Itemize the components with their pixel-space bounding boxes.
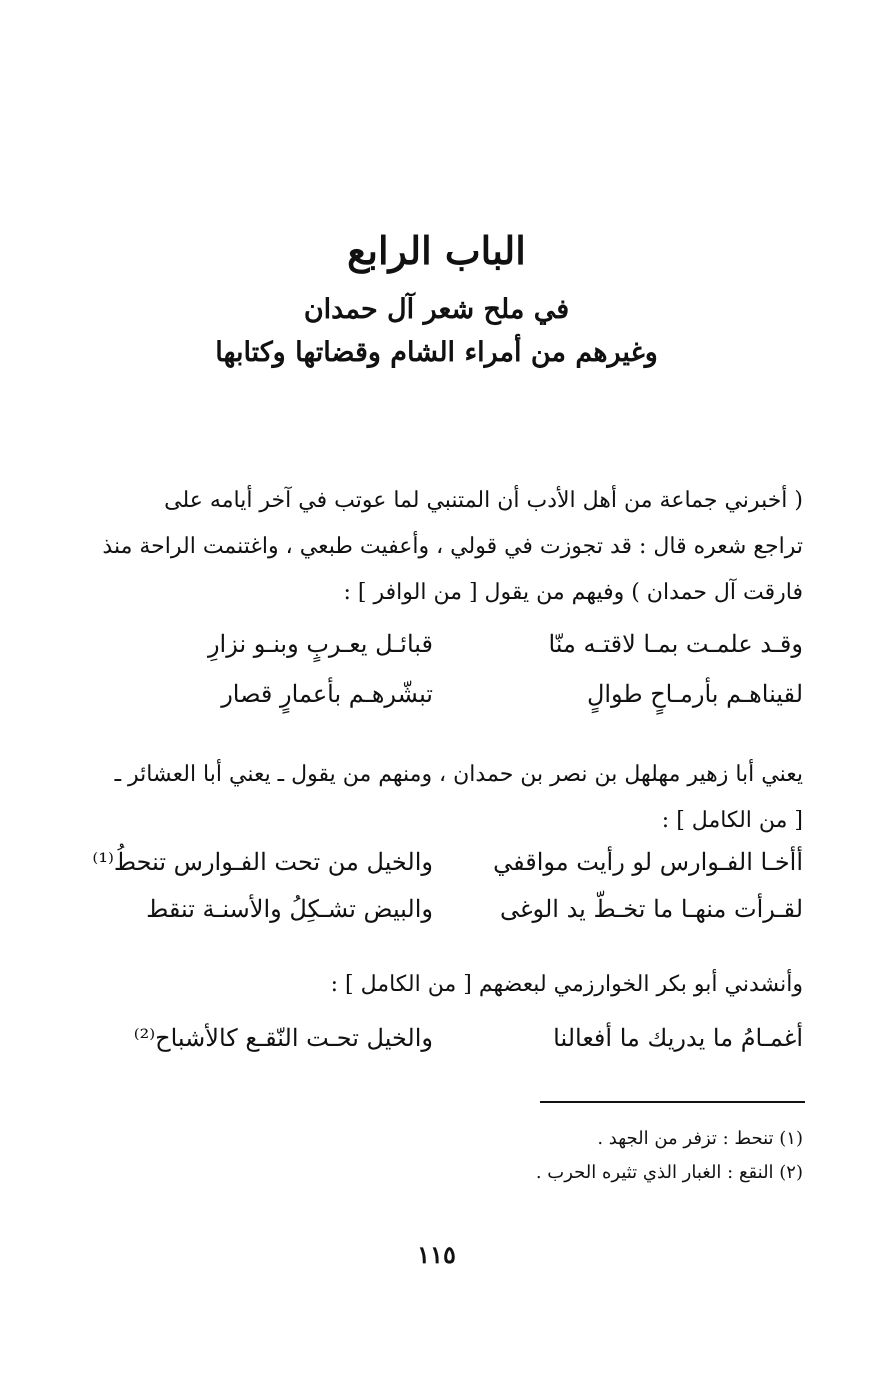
- page-number: ١١٥: [417, 1240, 456, 1269]
- verse-first-hemistich: أغمـامُ ما يدريك ما أفعالنا: [553, 1024, 803, 1052]
- verse-line: [93, 895, 803, 939]
- chapter-subtitle-line1: في ملح شعر آل حمدان: [303, 294, 570, 325]
- verse-second-hemistich: تبشّرهـم بأعمارٍ قصار: [221, 680, 433, 708]
- verse-first-hemistich: لقيناهـم بأرمـاحٍ طوالٍ: [586, 680, 803, 708]
- verse-line: [93, 680, 803, 724]
- verse-second-hemistich: والخيل من تحت الفـوارس تنحطُ⁽¹⁾: [92, 848, 433, 876]
- footnote-divider: [540, 1101, 805, 1103]
- verse-line: [93, 630, 803, 674]
- chapter-title: الباب الرابع: [347, 228, 526, 273]
- paragraph-line: وأنشدني أبو بكر الخوارزمي لبعضهم [ من الكامل ] :: [330, 972, 803, 997]
- paragraph-attribution: [93, 962, 803, 1008]
- paragraph-line: [ من الكامل ] :: [661, 808, 803, 833]
- verse-line: [93, 848, 803, 892]
- paragraph-intro: [93, 478, 803, 616]
- verse-second-hemistich: والخيل تحـت النّقـع كالأشباح⁽²⁾: [133, 1024, 433, 1052]
- verse-first-hemistich: أأخـا الفـوارس لو رأيت مواقفي: [493, 848, 803, 876]
- verse-second-hemistich: والبيض تشـكِلُ والأسنـة تنقط: [146, 895, 433, 923]
- footnote-1: (١) تنحط : تزفر من الجهد .: [597, 1128, 803, 1149]
- verse-line: [93, 1024, 803, 1068]
- verse-second-hemistich: قبائـل يعـربٍ وبنـو نزارِ: [207, 630, 433, 658]
- chapter-subtitle-line2: وغيرهم من أمراء الشام وقضاتها وكتابها: [215, 337, 658, 368]
- paragraph-commentary: [93, 752, 803, 844]
- paragraph-line: ( أخبرني جماعة من أهل الأدب أن المتنبي لما عوتب في آخر أيامه على: [164, 488, 803, 513]
- verse-first-hemistich: لقـرأت منهـا ما تخـطّ يد الوغى: [500, 895, 803, 923]
- footnote-2: (٢) النقع : الغبار الذي تثيره الحرب .: [535, 1162, 803, 1183]
- paragraph-line: تراجع شعره قال : قد تجوزت في قولي ، وأعفيت طبعي ، واغتنمت الراحة منذ: [102, 534, 803, 559]
- paragraph-line: فارقت آل حمدان ) وفيهم من يقول [ من الوافر ] :: [343, 580, 803, 605]
- paragraph-line: يعني أبا زهير مهلهل بن نصر بن حمدان ، ومنهم من يقول ـ يعني أبا العشائر ـ: [114, 762, 803, 787]
- verse-first-hemistich: وقـد علمـت بمـا لاقتـه منّا: [548, 630, 803, 658]
